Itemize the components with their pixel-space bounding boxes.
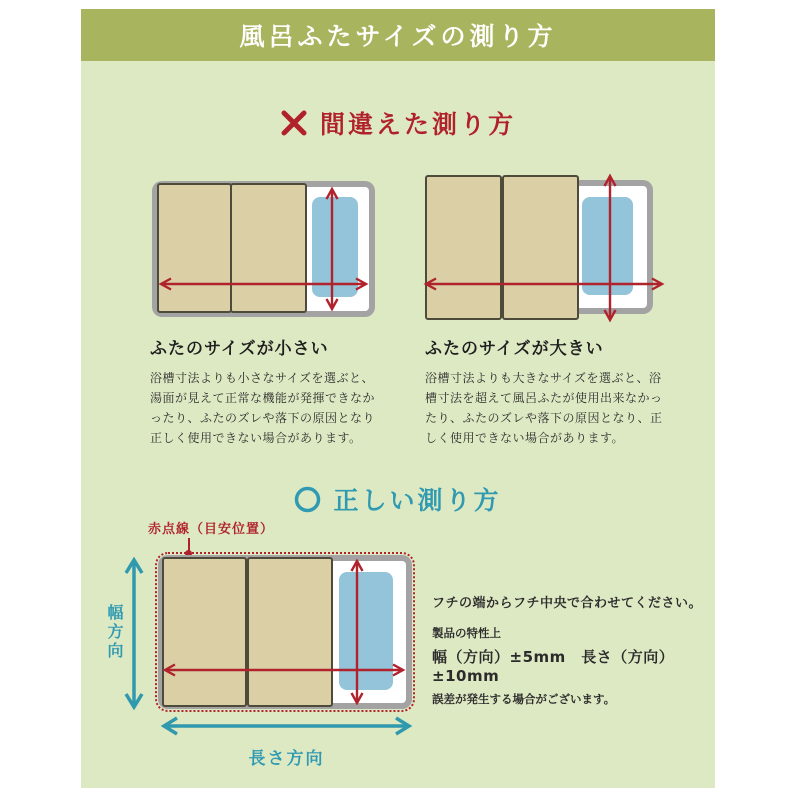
width-measure-arrow: [324, 186, 340, 312]
caption-title: ふたのサイズが小さい: [150, 339, 329, 359]
diagram-lid-too-small: [152, 181, 375, 317]
length-axis-arrow: [160, 716, 413, 736]
page-title: 風呂ふたサイズの測り方: [239, 22, 557, 51]
width-axis-label: 幅方向: [105, 604, 124, 661]
lid-panel-right: [502, 175, 579, 320]
lid-panel-left: [157, 183, 232, 313]
note-fit-instruction: フチの端からフチ中央で合わせてください。: [432, 596, 703, 611]
length-measure-arrow: [162, 662, 406, 678]
red-dotted-line-label: 赤点線（目安位置）: [148, 522, 275, 537]
width-measure-arrow: [602, 173, 618, 323]
correct-section-heading: [81, 480, 715, 518]
lid-panel-right: [230, 183, 307, 313]
caption-body: 浴槽寸法よりも小さなサイズを選ぶと、湯面が見えて正常な機能が発揮できなかったり、ふたのズレや落下の原因となり正しく使用できない場合があります。: [150, 371, 376, 445]
lid-panel-right: [247, 557, 333, 707]
wrong-section-heading: [81, 104, 715, 142]
circle-mark-icon: [294, 486, 321, 513]
caption-lid-too-big: [425, 334, 670, 448]
lid-panel-left: [425, 175, 502, 320]
lid-panel-left: [162, 557, 247, 707]
measuring-note: [432, 592, 712, 707]
cross-mark-icon: [280, 109, 308, 137]
diagram-lid-too-big: [423, 173, 665, 323]
diagram-correct-measuring: [156, 553, 414, 711]
caption-lid-too-small: [150, 334, 384, 448]
width-measure-arrow: [349, 558, 365, 706]
note-tolerance-caveat: 誤差が発生する場合がございます。: [432, 692, 616, 706]
correct-section-title: 正しい測り方: [333, 486, 502, 515]
note-tolerance-values: 幅（方向）±5mm 長さ（方向）±10mm: [432, 648, 675, 685]
width-axis-arrow: [124, 556, 144, 711]
note-tolerance-intro: 製品の特性上: [432, 626, 501, 640]
length-axis-label: 長さ方向: [248, 749, 325, 769]
caption-body: 浴槽寸法よりも大きなサイズを選ぶと、浴槽寸法を超えて風呂ふたが使用出来なかったり、ふたのズレや落下の原因となり、正しく使用できない場合があります。: [425, 371, 663, 445]
header-banner: [81, 9, 715, 61]
caption-title: ふたのサイズが大きい: [425, 339, 604, 359]
length-measure-arrow: [423, 276, 665, 292]
wrong-section-title: 間違えた測り方: [319, 110, 516, 139]
